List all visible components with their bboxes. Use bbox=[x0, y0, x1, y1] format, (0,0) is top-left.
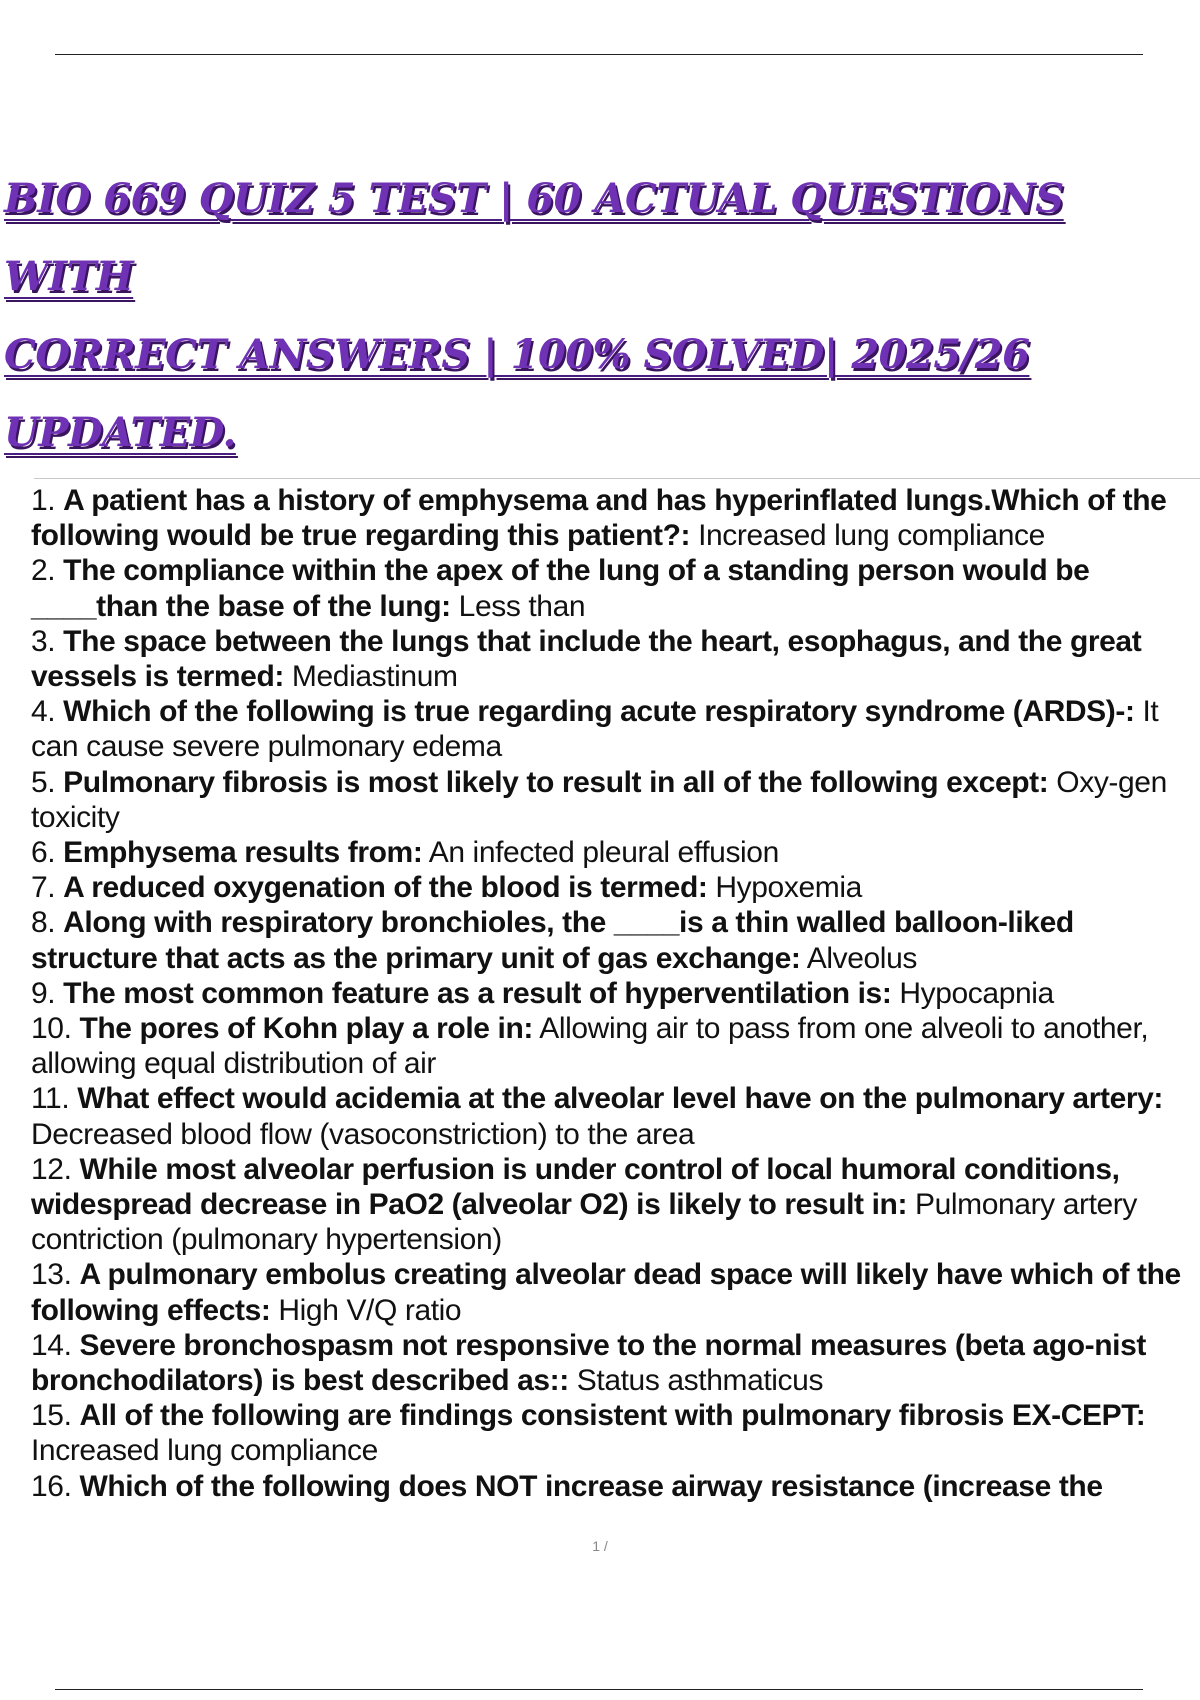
question-text: Emphysema results from: bbox=[63, 836, 423, 870]
question-text: Along with respiratory bronchioles, the ____is a thin walled balloon-liked structure that acts as the primary unit of gas exchange: bbox=[31, 906, 1074, 975]
question-item: 3. The space between the lungs that include the heart, esophagus, and the great vessels is termed: Mediastinum bbox=[31, 624, 1142, 694]
title-line: BIO 669 QUIZ 5 TEST | 60 ACTUAL QUESTIONS WITH bbox=[4, 175, 1064, 300]
answer-text: Oxy-gen toxicity bbox=[31, 765, 1167, 834]
question-item: 7. A reduced oxygenation of the blood is termed: Hypoxemia bbox=[31, 871, 862, 905]
answer-text: Hypoxemia bbox=[715, 871, 862, 905]
section-divider bbox=[34, 478, 1200, 479]
answer-text: Allowing air to pass from one alveoli to another, allowing equal distribution of air bbox=[31, 1012, 1149, 1081]
question-item: 16. Which of the following does NOT increase airway resistance (increase the bbox=[31, 1469, 1103, 1503]
answer-text: Mediastinum bbox=[291, 660, 458, 694]
question-list bbox=[31, 483, 1199, 1504]
answer-text: It can cause severe pulmonary edema bbox=[31, 695, 1159, 764]
question-text: Pulmonary fibrosis is most likely to result in all of the following except: bbox=[63, 765, 1049, 799]
question-item: 8. Along with respiratory bronchioles, the ____is a thin walled balloon-liked structure that acts as the primary unit of gas exchange: Alveolus bbox=[31, 906, 1074, 975]
question-text: The most common feature as a result of hyperventilation is: bbox=[63, 976, 892, 1010]
question-item: 11. What effect would acidemia at the alveolar level have on the pulmonary artery: Decreased blood flow (vasoconstriction) to the area bbox=[31, 1082, 1164, 1151]
question-item: 1. A patient has a history of emphysema and has hyperinflated lungs.Which of the following would be true regarding this patient?: Increased lung compliance bbox=[31, 484, 1167, 553]
title-line: CORRECT ANSWERS | 100% SOLVED| 2025/26 bbox=[4, 331, 1030, 378]
answer-text: High V/Q ratio bbox=[278, 1293, 462, 1327]
question-item: 13. A pulmonary embolus creating alveolar dead space will likely have which of the following effects: High V/Q ratio bbox=[31, 1258, 1181, 1327]
top-rule bbox=[55, 54, 1143, 55]
question-text: A pulmonary embolus creating alveolar dead space will likely have which of the following effects: bbox=[31, 1258, 1181, 1327]
answer-text: Alveolus bbox=[806, 941, 917, 975]
answer-text: Increased lung compliance bbox=[698, 519, 1045, 553]
question-text: A patient has a history of emphysema and has hyperinflated lungs.Which of the following would be true regarding this patient?: bbox=[31, 484, 1167, 553]
question-item: 10. The pores of Kohn play a role in: Allowing air to pass from one alveoli to another, allowing equal distribution of air bbox=[31, 1012, 1149, 1081]
document-title bbox=[4, 160, 1184, 472]
question-item: 5. Pulmonary fibrosis is most likely to result in all of the following except: Oxy-gen toxicity bbox=[31, 765, 1167, 834]
answer-text: Pulmonary artery contriction (pulmonary hypertension) bbox=[31, 1188, 1137, 1257]
question-text: While most alveolar perfusion is under control of local humoral conditions, widespread decrease in PaO2 (alveolar O2) is likely to result in: bbox=[31, 1152, 1120, 1222]
page-number: 1 / bbox=[592, 1538, 608, 1554]
answer-text: An infected pleural effusion bbox=[428, 836, 779, 870]
title-line: UPDATED. bbox=[4, 409, 236, 456]
question-item: 12. While most alveolar perfusion is under control of local humoral conditions, widespread decrease in PaO2 (alveolar O2) is likely to result in: Pulmonary artery contriction (pulmonary hypertension) bbox=[31, 1152, 1137, 1257]
question-item: 6. Emphysema results from: An infected pleural effusion bbox=[31, 836, 779, 870]
question-text: The pores of Kohn play a role in: bbox=[79, 1012, 533, 1046]
question-item: 14. Severe bronchospasm not responsive to the normal measures (beta ago-nist bronchodilators) is best described as:: Status asthmaticus bbox=[31, 1328, 1146, 1398]
answer-text: Status asthmaticus bbox=[576, 1364, 824, 1398]
question-text: Which of the following does NOT increase airway resistance (increase the bbox=[79, 1469, 1103, 1503]
question-text: The space between the lungs that include the heart, esophagus, and the great vessels is termed: bbox=[31, 624, 1142, 694]
question-text: A reduced oxygenation of the blood is termed: bbox=[63, 871, 708, 905]
answer-text: Hypocapnia bbox=[899, 976, 1054, 1010]
question-text: Which of the following is true regarding acute respiratory syndrome (ARDS)-: bbox=[63, 695, 1135, 729]
answer-text: Less than bbox=[458, 589, 586, 623]
answer-text: Decreased blood flow (vasoconstriction) to the area bbox=[31, 1117, 695, 1151]
question-item: 15. All of the following are findings consistent with pulmonary fibrosis EX-CEPT: Increased lung compliance bbox=[31, 1399, 1146, 1468]
question-text: All of the following are findings consistent with pulmonary fibrosis EX-CEPT: bbox=[79, 1399, 1146, 1433]
question-text: The compliance within the apex of the lung of a standing person would be ____than the base of the lung: bbox=[31, 554, 1090, 623]
question-item: 4. Which of the following is true regarding acute respiratory syndrome (ARDS)-: It can cause severe pulmonary edema bbox=[31, 695, 1159, 764]
answer-text: Increased lung compliance bbox=[31, 1434, 378, 1468]
question-item: 2. The compliance within the apex of the lung of a standing person would be ____than the base of the lung: Less than bbox=[31, 554, 1090, 623]
question-item: 9. The most common feature as a result of hyperventilation is: Hypocapnia bbox=[31, 976, 1054, 1010]
question-text: Severe bronchospasm not responsive to the normal measures (beta ago-nist bronchodilators) is best described as:: bbox=[31, 1328, 1146, 1398]
question-text: What effect would acidemia at the alveolar level have on the pulmonary artery: bbox=[77, 1082, 1164, 1116]
bottom-rule bbox=[55, 1689, 1143, 1690]
